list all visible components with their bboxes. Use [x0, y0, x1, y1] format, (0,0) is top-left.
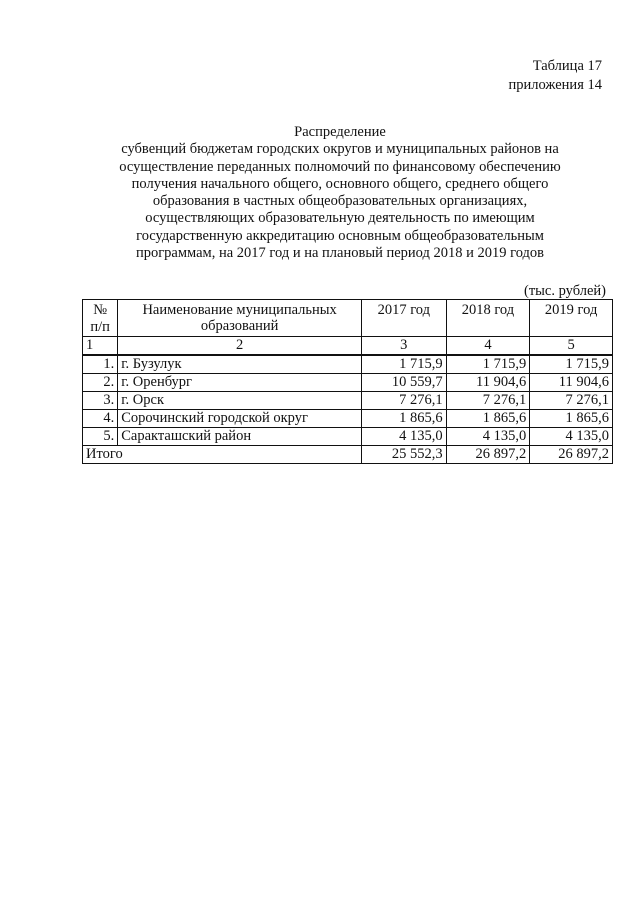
header-2017: 2017 год — [362, 300, 447, 337]
table-row — [83, 392, 613, 410]
row-name: г. Орск — [118, 392, 362, 410]
title-line-5: образования в частных общеобразовательных организациях, — [152, 193, 528, 210]
title-line-3: осуществление переданных полномочий по финансовому обеспечению — [119, 158, 561, 175]
table-header-row — [83, 300, 613, 337]
column-number-2: 2 — [118, 337, 362, 356]
row-value-2019: 11 904,6 — [530, 374, 613, 392]
row-value-2017: 1 865,6 — [362, 410, 447, 428]
header-2018: 2018 год — [446, 300, 530, 337]
units-label: (тыс. рублей) — [524, 283, 606, 299]
table-reference — [509, 57, 602, 95]
row-value-2019: 1 715,9 — [530, 355, 613, 374]
header-name — [118, 300, 362, 337]
table-row — [83, 428, 613, 446]
total-label: Итого — [83, 446, 362, 464]
table-row — [83, 355, 613, 374]
document-title — [40, 124, 640, 262]
row-value-2019: 1 865,6 — [530, 410, 613, 428]
appendix-label: приложения 14 — [508, 77, 602, 93]
row-value-2017: 10 559,7 — [362, 374, 447, 392]
header-2019: 2019 год — [530, 300, 613, 337]
row-value-2019: 4 135,0 — [530, 428, 613, 446]
title-line-7: государственную аккредитацию основным общеобразовательным — [136, 227, 544, 244]
total-value-2017: 25 552,3 — [362, 446, 447, 464]
row-number: 5. — [83, 428, 118, 446]
row-number: 1. — [83, 355, 118, 374]
row-value-2019: 7 276,1 — [530, 392, 613, 410]
budget-table — [82, 299, 613, 464]
table-label: Таблица 17 — [532, 58, 602, 74]
total-value-2019: 26 897,2 — [530, 446, 613, 464]
header-name-line1: Наименование муниципальных — [142, 302, 337, 318]
row-value-2018: 11 904,6 — [446, 374, 530, 392]
row-value-2017: 1 715,9 — [362, 355, 447, 374]
column-numbering-row — [83, 337, 613, 356]
title-line-4: получения начального общего, основного общего, среднего общего — [131, 175, 549, 192]
row-value-2018: 7 276,1 — [446, 392, 530, 410]
row-name: г. Бузулук — [118, 355, 362, 374]
column-number-3: 3 — [362, 337, 447, 356]
row-number: 4. — [83, 410, 118, 428]
row-value-2018: 1 715,9 — [446, 355, 530, 374]
row-number: 3. — [83, 392, 118, 410]
header-number — [83, 300, 118, 337]
row-name: Саракташский район — [118, 428, 362, 446]
title-line-1: Распределение — [294, 124, 386, 140]
row-name: Сорочинский городской округ — [118, 410, 362, 428]
title-line-8: программам, на 2017 год и на плановый период 2018 и 2019 годов — [135, 245, 545, 262]
row-name: г. Оренбург — [118, 374, 362, 392]
title-line-6: осуществляющих образовательную деятельность по имеющим — [145, 210, 535, 227]
table-row — [83, 374, 613, 392]
row-number: 2. — [83, 374, 118, 392]
row-value-2017: 4 135,0 — [362, 428, 447, 446]
column-number-4: 4 — [446, 337, 530, 356]
header-name-line2: образований — [200, 318, 279, 334]
column-number-1: 1 — [83, 337, 118, 356]
table-row — [83, 410, 613, 428]
column-number-5: 5 — [530, 337, 613, 356]
title-line-2: субвенций бюджетам городских округов и муниципальных районов на — [121, 141, 559, 158]
header-number-line2: п/п — [90, 319, 110, 335]
row-value-2017: 7 276,1 — [362, 392, 447, 410]
row-value-2018: 4 135,0 — [446, 428, 530, 446]
total-row — [83, 446, 613, 464]
header-number-line1: № — [93, 302, 108, 318]
row-value-2018: 1 865,6 — [446, 410, 530, 428]
total-value-2018: 26 897,2 — [446, 446, 530, 464]
